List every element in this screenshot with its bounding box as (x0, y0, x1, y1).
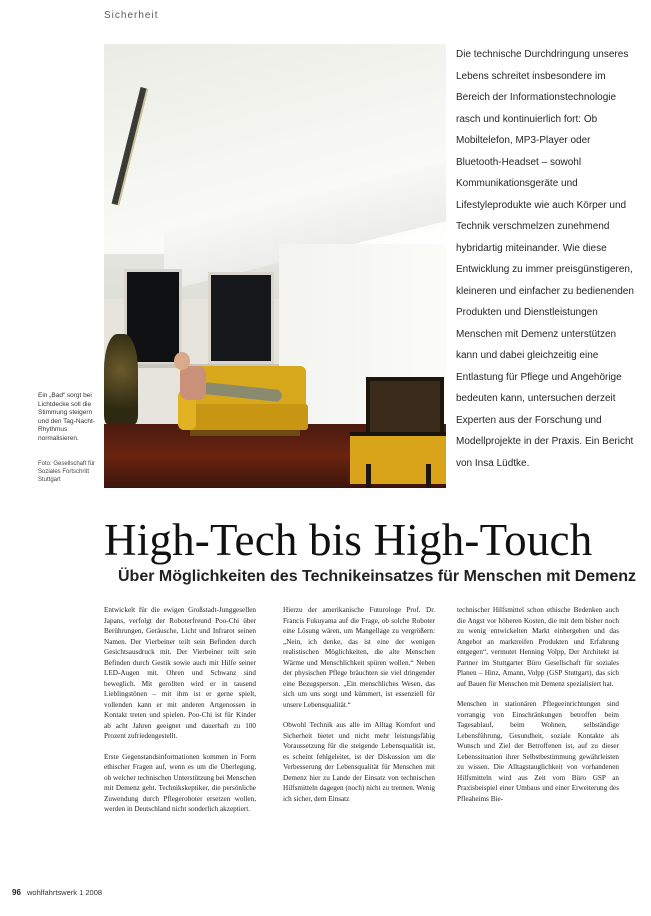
subheadline: Über Möglichkeiten des Technikeinsatzes für Menschen mit Demenz (118, 568, 637, 585)
paragraph: Obwohl Technik aus alle im Alltag Komfort und Sicherheit bietet und nicht mehr leistungsfähig Voraussetzung für die steigende Lebensqualität ist, es scheint fehlgeleitet, ist der Diskussion um die Verbesserung der Lebensqualität für Menschen mit Demenz hier zu Lande der Einsatz von technischen Hilfsmitteln dagegen (noch) nicht zu trennen. Wenig ich sicher, dem Einsatz (283, 721, 435, 803)
photo-person-body (180, 366, 206, 400)
headline: High-Tech bis High-Touch (104, 515, 593, 565)
magazine-name: wohlfahrtswerk 1 2008 (27, 888, 103, 897)
photo-credit: Foto: Gesellschaft für Soziales Fortschritt Stuttgart (38, 461, 96, 483)
photo-chair-seat (350, 432, 446, 484)
paragraph: Entwickelt für die ewigen Großstadt-Junggesellen Japans, verfolgt der Roboterfreund Poo-Chi über Berührungen, Geräusche, Licht und Infrarot seinen Namen. Der Vierbeiner teilt sein Befinden durch Gesichtsausdruck mit. Der Vierbeiner teilt sein Befinden durch Gestik sowie auch mit Hilfe seiner LED-Augen mit. Ohren und Schwanz sind beweglich. Mit gerollten wird er in tausend Lieblingstönen – mit ihm ist er gerne spielt, vollenden kann er mit anderen Artgenossen in Kontakt treten und spielen. Poo-Chi ist für Kinder ab acht Jahren geeignet und dauerhaft zu 100 Prozent zufriedengestellt. (104, 606, 256, 740)
body-column-2 (283, 605, 435, 814)
photo-plant (104, 334, 138, 424)
room-photo (104, 44, 446, 488)
page-number: 96 (12, 888, 21, 897)
photo-sofa-base (190, 430, 300, 436)
photo-caption: Ein „Bad“ sorgt bei Lichtdecke soll die Stimmung steigern und den Tag-Nacht-Rhythmus normalisieren. (38, 392, 95, 442)
photo-sofa-seat (184, 404, 308, 430)
photo-window (208, 272, 274, 364)
section-label: Sicherheit (104, 10, 159, 21)
photo-person-head (174, 352, 190, 370)
photo-chair-leg (426, 464, 431, 488)
intro-text: Die technische Durchdringung unseres Lebens schreitet insbesondere im Bereich der Informationstechnologie rasch und kontinuierlich fort: Ob Mobiltelefon, MP3-Player oder Bluetooth-Headset – sowohl Kommunikationsgeräte und Lifestyleprodukte wie auch Körper und Technik verschmelzen zunehmend hybridartig miteinander. Wie diese Entwicklung zu immer preisgünstigeren, kleineren und einfacher zu bedienenden Produkten und Dienstleistungen Menschen mit Demenz unterstützen kann und dabei gleichzeitig eine Entlastung für Pflege und Angehörige bedeuten kann, untersuchen derzeit Experten aus der Forschung und Modellprojekte in der Praxis. Ein Bericht von Insa Lüdtke. (456, 49, 634, 469)
body-column-3 (457, 605, 619, 814)
paragraph: Erste Gegenstandsinformationen kommen in Form ethischer Fragen auf, wenn es um die Überlegung, ob welcher technischen Unterstützung bei Menschen mit Demenz geht. Technikskeptiker, die persönliche Zuwendung durch Pflegeroboter ersetzen wollen, werden in Deutschland nicht sonderlich akzeptiert. (104, 752, 256, 813)
paragraph: technischer Hilfsmittel schon ethische Bedenken auch die Angst vor höheren Kosten, die mit dem bisher noch zu wenig entwickelten Markt einhergehen und das Angebot an marktreifen Produkten und Erfahrung entgegen“, vermutet Henning Volpp, Der Architekt ist Partner im Stuttgarter Büro Gesellschaft für soziales Planen – Hinz, Amann, Volpp (GSP Stuttgart), das sich auf Bauen für Menschen mit Demenz spezialisiert hat. (457, 606, 619, 688)
paragraph: Hierzu der amerikanische Futurologe Prof. Dr. Francis Fukuyama auf die Frage, ob solche Roboter eine Lösung wären, um Mangellage zu vergrößern: „Nein, ich denke, das ist eine der wenigen realistischen Möglichkeiten, die alte Menschen Wärme und Menschlichkeit spüren wollen.“ Neben der physischen Pflege bräuchten sie viel dringender eine Bezugsperson. „Ein menschliches Wesen, das sich um uns sorgt und kümmert, ist essenziell für unsere Lebensqualität.“ (283, 606, 435, 709)
photo-chair-leg (366, 464, 371, 488)
paragraph: Menschen in stationären Pflegeeinrichtungen sind vorrangig von Einschränkungen betroffen beim Tagesablauf, beim Wohnen, selbständige Lebensführung, Gesundheit, soziale Kontakte als Wunsch und Ziel der Betroffenen ist, auf zu dieser Lebenssituation ihrer Selbstbestimmung gewährleisten zu wissen. Die Alltagstauglichkeit von vorhandenen Hilfsmitteln wird aus Zeit vom Büro GSP an Praxisbeispiel einer Umbaus und einer Erweiterung des Pfleaheims Bie- (457, 700, 619, 803)
body-column-1 (104, 605, 256, 825)
